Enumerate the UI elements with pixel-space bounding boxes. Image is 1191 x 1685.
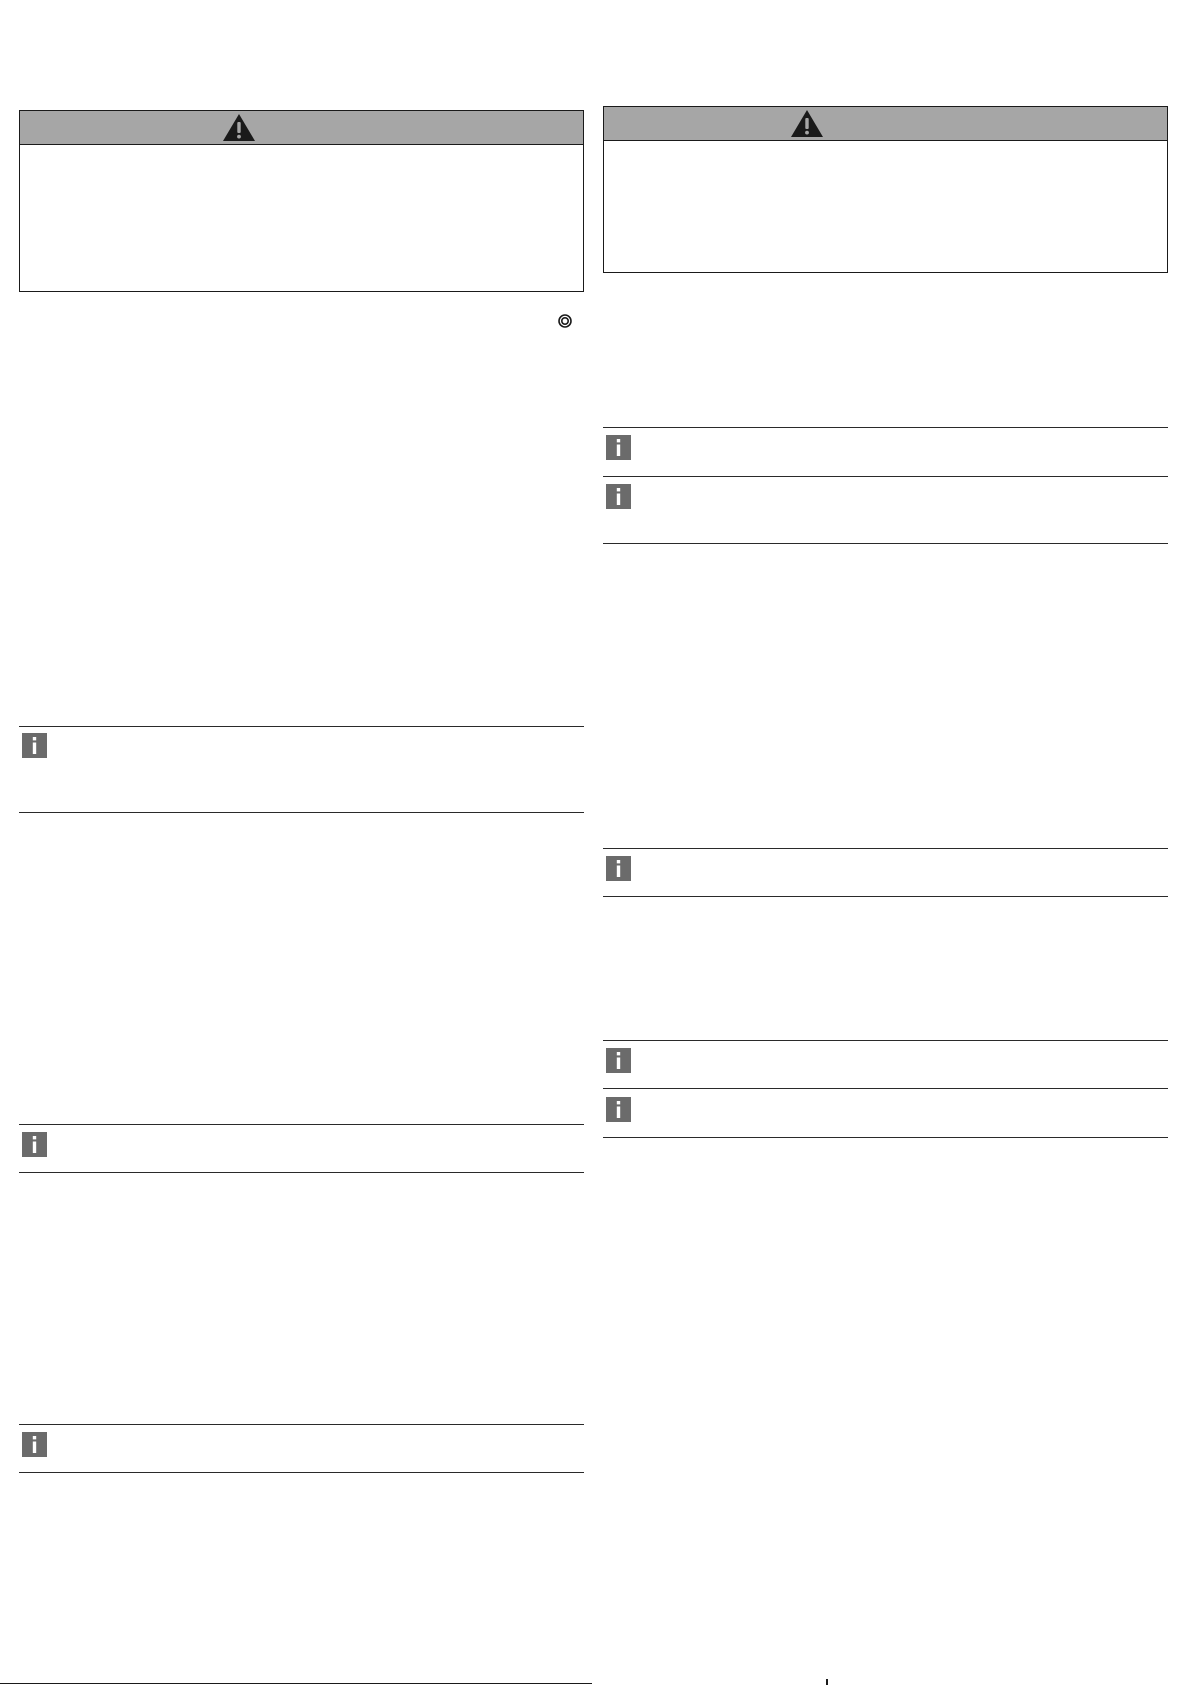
divider bbox=[19, 726, 584, 727]
warning-box-right bbox=[603, 106, 1168, 273]
info-icon bbox=[22, 1132, 47, 1157]
info-icon bbox=[606, 484, 631, 509]
footer-rule bbox=[0, 1683, 592, 1684]
divider bbox=[603, 543, 1168, 544]
warning-triangle-icon bbox=[790, 109, 824, 138]
warning-triangle-icon bbox=[222, 113, 256, 142]
warning-header bbox=[604, 107, 1167, 141]
info-icon bbox=[606, 1048, 631, 1073]
info-icon bbox=[606, 435, 631, 460]
divider bbox=[603, 1088, 1168, 1089]
divider bbox=[603, 476, 1168, 477]
info-icon bbox=[22, 1432, 47, 1457]
divider bbox=[603, 427, 1168, 428]
info-icon bbox=[22, 733, 47, 758]
info-icon bbox=[606, 856, 631, 881]
divider bbox=[603, 1137, 1168, 1138]
circled-ring-icon bbox=[558, 314, 572, 328]
divider bbox=[603, 896, 1168, 897]
divider bbox=[19, 812, 584, 813]
warning-box-left bbox=[19, 110, 584, 292]
divider bbox=[19, 1472, 584, 1473]
divider bbox=[603, 848, 1168, 849]
divider bbox=[19, 1172, 584, 1173]
footer-mark bbox=[826, 1679, 828, 1685]
divider bbox=[603, 1040, 1168, 1041]
divider bbox=[19, 1424, 584, 1425]
warning-header bbox=[20, 111, 583, 145]
divider bbox=[19, 1124, 584, 1125]
info-icon bbox=[606, 1097, 631, 1122]
